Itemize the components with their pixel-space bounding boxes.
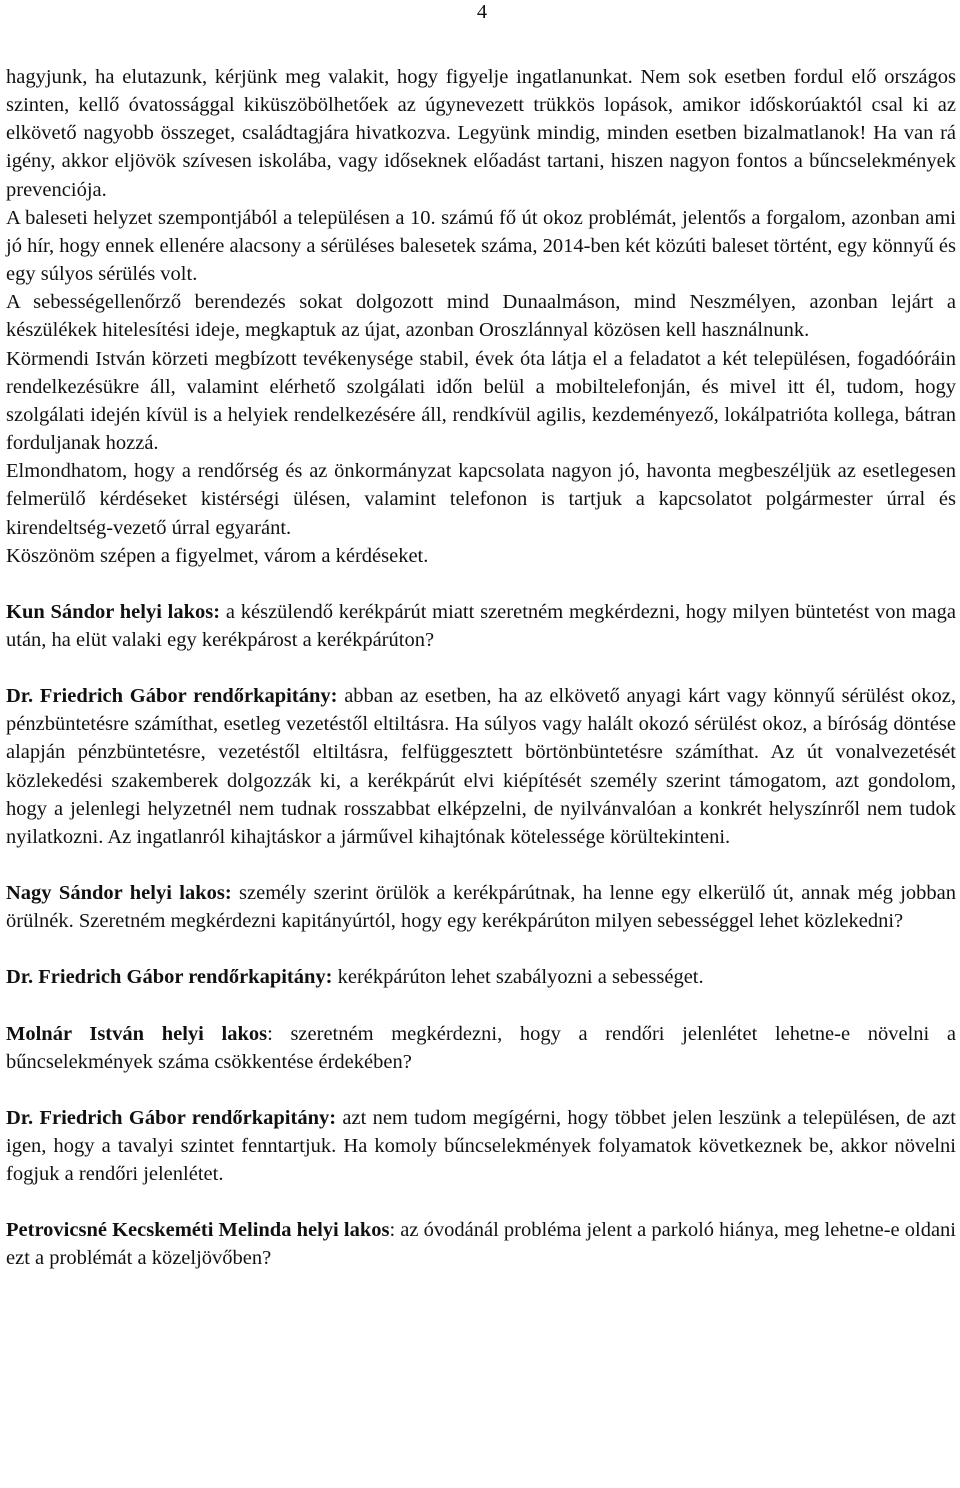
answer-paragraph <box>6 1104 956 1188</box>
speech-text: : az óvodánál probléma jelent a parkoló hiánya, meg lehetne-e oldani ezt a problémát a közeljövőben? <box>6 1219 957 1270</box>
speech-text: : szeretném megkérdezni, hogy a rendőri jelenlétet lehetne-e növelni a bűncselekmények száma csökkentése érdekében? <box>6 1022 956 1073</box>
question-paragraph <box>6 879 956 935</box>
report-paragraph: A sebességellenőrző berendezés sokat dolgozott mind Dunaalmáson, mind Neszmélyen, azonban lejárt a készülékek hitelesítési ideje, megkaptuk az újat, azonban Oroszlánnyal közösen kell használnunk. <box>6 291 956 342</box>
question-paragraph <box>6 1020 956 1076</box>
speaker-name: Dr. Friedrich Gábor rendőrkapitány: <box>6 685 338 708</box>
report-paragraph: Körmendi István körzeti megbízott tevékenysége stabil, évek óta látja el a feladatot a két településen, fogadóóráin rendelkezésükre áll, valamint elérhető szolgálati időn belül a mobiltelefonján, és mivel itt él, tudom, hogy szolgálati idején kívül is a helyiek rendelkezésére áll, rendkívül agilis, kezdeményező, lokálpatrióta kollega, bátran forduljanak hozzá. <box>6 347 956 455</box>
speech-text: a készülendő kerékpárút miatt szeretném megkérdezni, hogy milyen büntetést von maga után, ha elüt valaki egy kerékpárost a kerékpárúton? <box>6 600 956 651</box>
report-paragraph: Köszönöm szépen a figyelmet, várom a kérdéseket. <box>6 544 429 567</box>
question-paragraph <box>6 1216 956 1272</box>
report-paragraph: A baleseti helyzet szempontjából a településen a 10. számú fő út okoz problémát, jelentős a forgalom, azonban ami jó hír, hogy ennek ellenére alacsony a sérüléses balesetek száma, 2014-ben két közúti baleset történt, egy könnyű és egy súlyos sérülés volt. <box>6 206 956 286</box>
answer-paragraph <box>6 682 956 851</box>
document-body <box>6 63 956 1273</box>
speaker-name: Petrovicsné Kecskeméti Melinda helyi lakos <box>6 1219 390 1242</box>
question-paragraph <box>6 598 956 654</box>
speech-text: kerékpárúton lehet szabályozni a sebességet. <box>332 966 704 989</box>
speech-text: személy szerint örülök a kerékpárútnak, ha lenne egy elkerülő út, annak még jobban örülnék. Szeretném megkérdezni kapitányúrtól, hogy egy kerékpárúton milyen sebességgel lehet közlekedni? <box>6 882 956 933</box>
speaker-name: Nagy Sándor helyi lakos: <box>6 882 232 905</box>
speaker-name: Dr. Friedrich Gábor rendőrkapitány: <box>6 966 333 989</box>
speech-text: azt nem tudom megígérni, hogy többet jelen leszünk a településen, de azt igen, hogy a tavalyi szintet fenntartjuk. Ha komoly bűncselekmények folyamatok következnek be, akkor növelni fogjuk a rendőri jelenlétet. <box>6 1106 956 1186</box>
speaker-name: Molnár István helyi lakos <box>6 1022 268 1045</box>
answer-paragraph <box>6 963 956 991</box>
page-number: 4 <box>476 1 488 23</box>
speaker-name: Kun Sándor helyi lakos: <box>6 600 221 623</box>
speaker-name: Dr. Friedrich Gábor rendőrkapitány: <box>6 1106 337 1129</box>
speech-text: abban az esetben, ha az elkövető anyagi kárt vagy könnyű sérülést okoz, pénzbüntetésre számíthat, esetleg vezetéstől eltiltásra. Ha súlyos vagy halált okozó sérülést okoz, a bíróság döntése alapján pénzbüntetésre, vezetéstől eltiltásra, felfüggesztett börtönbüntetésre számíthat. Az út vonalvezetését közlekedési szakemberek dolgozzák ki, a kerékpárút elvi kiépítését személy szerint támogatom, azt gondolom, hogy a jelenlegi helyzetnél nem tudnak rosszabbat elképzelni, de nyilvánvalóan a konkrét helyszínről nem tudok nyilatkozni. Az ingatlanról kihajtáskor a járművel kihajtónak kötelessége körültekinteni. <box>6 685 956 848</box>
report-paragraph: Elmondhatom, hogy a rendőrség és az önkormányzat kapcsolata nagyon jó, havonta megbeszéljük az esetlegesen felmerülő kérdéseket kistérségi ülésen, valamint telefonon is tartjuk a kapcsolatot polgármester úrral és kirendeltség-vezető úrral egyaránt. <box>6 460 956 539</box>
report-paragraph: hagyjunk, ha elutazunk, kérjünk meg valakit, hogy figyelje ingatlanunkat. Nem sok esetben fordul elő országos szinten, kellő óvatossággal kiküszöbölhetőek az úgynevezett trükkös lopások, amikor időskorúaktól csal ki az elkövető nagyobb összeget, családtagjára hivatkozva. Legyünk mindig, minden esetben bizalmatlanok! Ha van rá igény, akkor eljövök szívesen iskolába, vagy időseknek előadást tartani, hiszen nagyon fontos a bűncselekmények prevenciója. <box>6 66 956 201</box>
